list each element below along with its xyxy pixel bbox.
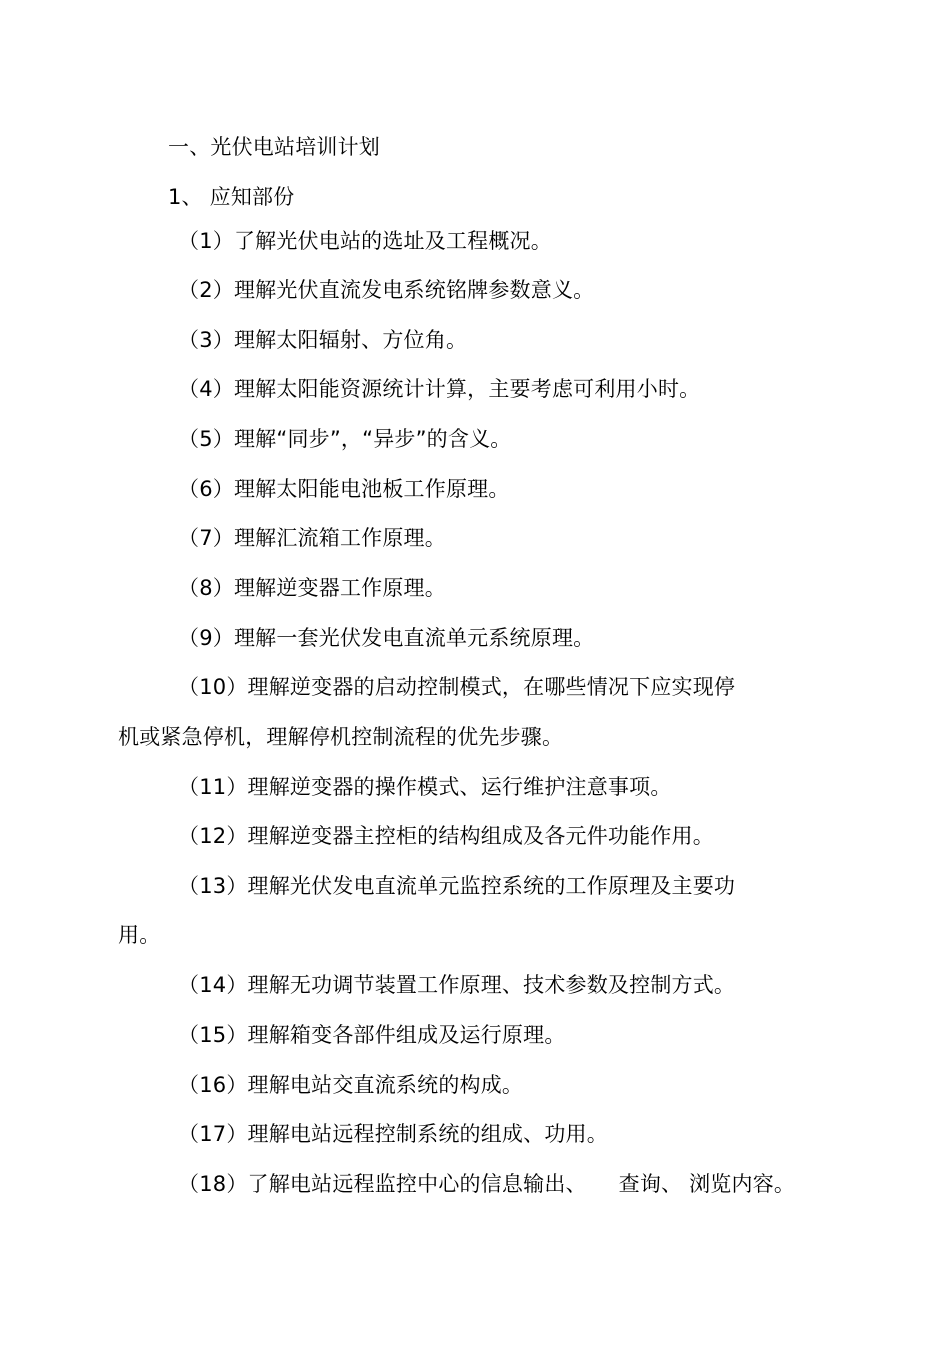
list-item: （2）理解光伏直流发电系统铭牌参数意义。 [178, 278, 595, 302]
section-heading: 一、光伏电站培训计划 [168, 135, 380, 159]
list-item: （15）理解箱变各部件组成及运行原理。 [178, 1023, 566, 1047]
list-item: （14）理解无功调节装置工作原理、技术参数及控制方式。 [178, 973, 736, 997]
list-item: （3）理解太阳辐射、方位角。 [178, 328, 468, 352]
list-item: （18）了解电站远程监控中心的信息输出、 查询、 浏览内容。 [178, 1172, 796, 1196]
list-item: （1）了解光伏电站的选址及工程概况。 [178, 229, 552, 253]
list-item: （4）理解太阳能资源统计计算，主要考虑可利用小时。 [178, 377, 701, 401]
list-item: （7）理解汇流箱工作原理。 [178, 526, 446, 550]
list-item: （6）理解太阳能电池板工作原理。 [178, 477, 510, 501]
list-item: （17）理解电站远程控制系统的组成、功用。 [178, 1122, 608, 1146]
list-item: （10）理解逆变器的启动控制模式，在哪些情况下应实现停 [178, 675, 736, 699]
list-item-continuation: 机或紧急停机，理解停机控制流程的优先步骤。 [118, 725, 564, 749]
list-item: （13）理解光伏发电直流单元监控系统的工作原理及主要功 [178, 874, 736, 898]
list-item-continuation: 用。 [118, 923, 161, 947]
subsection-title: 1、 应知部份 [168, 185, 295, 209]
list-item: （9）理解一套光伏发电直流单元系统原理。 [178, 626, 595, 650]
list-item: （16）理解电站交直流系统的构成。 [178, 1073, 524, 1097]
list-item: （8）理解逆变器工作原理。 [178, 576, 446, 600]
list-item: （12）理解逆变器主控柜的结构组成及各元件功能作用。 [178, 824, 714, 848]
list-item: （11）理解逆变器的操作模式、运行维护注意事项。 [178, 775, 672, 799]
list-item: （5）理解“同步”，“异步”的含义。 [178, 427, 512, 451]
